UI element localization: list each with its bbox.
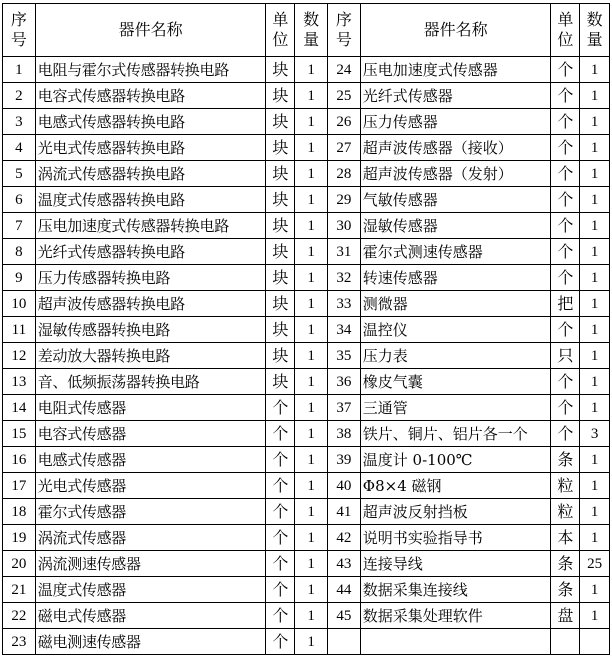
item-name-right: 超声波传感器（接收） [360, 135, 551, 161]
item-quantity-right: 1 [580, 187, 610, 213]
item-name-left: 涡流式传感器 [35, 525, 266, 551]
item-unit-left: 个 [266, 499, 295, 525]
item-number-left: 9 [3, 265, 36, 291]
header-name-left: 器件名称 [35, 4, 266, 57]
item-quantity-right: 1 [580, 57, 610, 83]
item-name-left: 涡流式传感器转换电路 [35, 161, 266, 187]
item-quantity-right: 1 [580, 265, 610, 291]
item-quantity-right: 1 [580, 343, 610, 369]
item-number-left: 20 [3, 551, 36, 577]
item-quantity-left: 1 [295, 187, 328, 213]
item-name-right: 转速传感器 [360, 265, 551, 291]
item-unit-right: 条 [551, 447, 580, 473]
item-unit-right: 个 [551, 317, 580, 343]
item-quantity-right: 1 [580, 395, 610, 421]
item-unit-left: 块 [266, 57, 295, 83]
table-row [3, 551, 610, 577]
item-quantity-right: 3 [580, 421, 610, 447]
item-number-left: 21 [3, 577, 36, 603]
item-unit-right: 个 [551, 395, 580, 421]
item-unit-right: 个 [551, 239, 580, 265]
item-name-right: 湿敏传感器 [360, 213, 551, 239]
item-quantity-left: 1 [295, 551, 328, 577]
item-quantity-right: 1 [580, 447, 610, 473]
item-number-left: 16 [3, 447, 36, 473]
item-unit-left: 块 [266, 369, 295, 395]
item-number-right: 44 [327, 577, 360, 603]
item-number-right: 34 [327, 317, 360, 343]
item-number-left: 23 [3, 629, 36, 655]
item-number-left: 14 [3, 395, 36, 421]
item-quantity-left: 1 [295, 317, 328, 343]
item-name-left: 涡流测速传感器 [35, 551, 266, 577]
item-number-left: 18 [3, 499, 36, 525]
item-unit-left: 个 [266, 551, 295, 577]
item-name-left: 超声波传感器转换电路 [35, 291, 266, 317]
item-quantity-right: 1 [580, 239, 610, 265]
item-quantity-left: 1 [295, 135, 328, 161]
item-number-right: 43 [327, 551, 360, 577]
item-name-left: 压电加速度式传感器转换电路 [35, 213, 266, 239]
item-name-left: 电感式传感器转换电路 [35, 109, 266, 135]
item-quantity-right: 1 [580, 525, 610, 551]
item-unit-left: 个 [266, 473, 295, 499]
item-unit-right: 粒 [551, 499, 580, 525]
item-unit-left: 个 [266, 603, 295, 629]
item-unit-right: 个 [551, 83, 580, 109]
item-unit-left: 块 [266, 265, 295, 291]
item-quantity-right: 25 [580, 551, 610, 577]
item-quantity-left: 1 [295, 265, 328, 291]
item-name-right: 气敏传感器 [360, 187, 551, 213]
item-unit-right: 条 [551, 577, 580, 603]
item-number-right: 26 [327, 109, 360, 135]
item-name-left: 电容式传感器 [35, 421, 266, 447]
item-quantity-left: 1 [295, 161, 328, 187]
item-quantity-right: 1 [580, 499, 610, 525]
item-unit-right: 个 [551, 369, 580, 395]
table-row [3, 135, 610, 161]
header-seq-right: 序号 [327, 4, 360, 57]
item-unit-left: 块 [266, 161, 295, 187]
item-quantity-right: 1 [580, 577, 610, 603]
item-number-right [327, 629, 360, 655]
item-number-right: 39 [327, 447, 360, 473]
item-unit-right: 本 [551, 525, 580, 551]
item-unit-right: 把 [551, 291, 580, 317]
item-number-right: 45 [327, 603, 360, 629]
item-number-right: 24 [327, 57, 360, 83]
item-unit-right: 只 [551, 343, 580, 369]
item-number-left: 10 [3, 291, 36, 317]
item-quantity-right: 1 [580, 109, 610, 135]
item-name-right: 超声波传感器（发射） [360, 161, 551, 187]
item-quantity-left: 1 [295, 213, 328, 239]
item-unit-right: 个 [551, 265, 580, 291]
item-number-right: 25 [327, 83, 360, 109]
item-quantity-left: 1 [295, 525, 328, 551]
item-number-right: 28 [327, 161, 360, 187]
item-number-right: 30 [327, 213, 360, 239]
item-quantity-right: 1 [580, 317, 610, 343]
table-row [3, 317, 610, 343]
item-quantity-right: 1 [580, 135, 610, 161]
item-quantity-right: 1 [580, 291, 610, 317]
item-name-left: 光电式传感器 [35, 473, 266, 499]
item-quantity-right: 1 [580, 213, 610, 239]
item-unit-left: 个 [266, 629, 295, 655]
item-number-left: 8 [3, 239, 36, 265]
item-name-right: 温控仪 [360, 317, 551, 343]
item-name-left: 光纤式传感器转换电路 [35, 239, 266, 265]
item-number-right: 38 [327, 421, 360, 447]
table-row [3, 239, 610, 265]
item-number-left: 17 [3, 473, 36, 499]
table-row [3, 395, 610, 421]
item-number-left: 1 [3, 57, 36, 83]
item-number-right: 40 [327, 473, 360, 499]
table-row [3, 265, 610, 291]
item-quantity-left: 1 [295, 395, 328, 421]
item-quantity-left: 1 [295, 499, 328, 525]
item-name-left: 光电式传感器转换电路 [35, 135, 266, 161]
table-row [3, 447, 610, 473]
item-number-left: 5 [3, 161, 36, 187]
item-unit-right: 个 [551, 187, 580, 213]
item-unit-left: 块 [266, 135, 295, 161]
item-name-right: 光纤式传感器 [360, 83, 551, 109]
item-quantity-left: 1 [295, 83, 328, 109]
item-name-left: 湿敏传感器转换电路 [35, 317, 266, 343]
item-name-right: 三通管 [360, 395, 551, 421]
table-row [3, 57, 610, 83]
table-row [3, 473, 610, 499]
item-name-left: 磁电式传感器 [35, 603, 266, 629]
table-row [3, 577, 610, 603]
item-unit-left: 块 [266, 109, 295, 135]
item-name-left: 电阻与霍尔式传感器转换电路 [35, 57, 266, 83]
item-unit-right: 个 [551, 421, 580, 447]
item-name-right: 超声波反射挡板 [360, 499, 551, 525]
item-quantity-left: 1 [295, 291, 328, 317]
header-row [3, 4, 610, 57]
item-quantity-left: 1 [295, 239, 328, 265]
item-name-left: 磁电测速传感器 [35, 629, 266, 655]
item-name-left: 差动放大器转换电路 [35, 343, 266, 369]
item-unit-right: 个 [551, 161, 580, 187]
item-name-left: 电容式传感器转换电路 [35, 83, 266, 109]
item-number-right: 27 [327, 135, 360, 161]
table-row [3, 187, 610, 213]
item-name-left: 电阻式传感器 [35, 395, 266, 421]
item-name-left: 温度式传感器转换电路 [35, 187, 266, 213]
item-name-right: 数据采集处理软件 [360, 603, 551, 629]
item-number-right: 33 [327, 291, 360, 317]
item-number-left: 13 [3, 369, 36, 395]
header-unit-left: 单位 [266, 4, 295, 57]
item-number-right: 37 [327, 395, 360, 421]
item-quantity-right: 1 [580, 161, 610, 187]
item-name-right: 橡皮气囊 [360, 369, 551, 395]
item-quantity-left: 1 [295, 603, 328, 629]
item-name-right: 霍尔式测速传感器 [360, 239, 551, 265]
item-unit-right: 个 [551, 57, 580, 83]
item-number-left: 11 [3, 317, 36, 343]
item-unit-left: 块 [266, 343, 295, 369]
item-unit-left: 块 [266, 213, 295, 239]
item-quantity-left: 1 [295, 421, 328, 447]
item-name-right: 压电加速度式传感器 [360, 57, 551, 83]
table-row [3, 213, 610, 239]
item-name-right: Φ8×4 磁钢 [360, 473, 551, 499]
item-quantity-left: 1 [295, 369, 328, 395]
table-row [3, 369, 610, 395]
item-quantity-left: 1 [295, 577, 328, 603]
item-name-right: 压力表 [360, 343, 551, 369]
item-name-right: 测微器 [360, 291, 551, 317]
item-unit-right [551, 629, 580, 655]
component-list-table [2, 3, 610, 655]
table-body [3, 57, 610, 655]
item-name-right [360, 629, 551, 655]
item-quantity-right: 1 [580, 473, 610, 499]
item-quantity-left: 1 [295, 447, 328, 473]
item-number-left: 2 [3, 83, 36, 109]
table-row [3, 161, 610, 187]
item-unit-left: 块 [266, 291, 295, 317]
item-unit-right: 个 [551, 109, 580, 135]
table-row [3, 421, 610, 447]
item-quantity-left: 1 [295, 629, 328, 655]
item-unit-left: 块 [266, 187, 295, 213]
item-name-left: 音、低频振荡器转换电路 [35, 369, 266, 395]
item-quantity-left: 1 [295, 473, 328, 499]
item-name-left: 霍尔式传感器 [35, 499, 266, 525]
header-qty-right: 数量 [580, 4, 610, 57]
table-row [3, 83, 610, 109]
item-name-right: 压力传感器 [360, 109, 551, 135]
item-quantity-left: 1 [295, 343, 328, 369]
item-unit-left: 个 [266, 395, 295, 421]
item-name-left: 电感式传感器 [35, 447, 266, 473]
item-number-right: 42 [327, 525, 360, 551]
item-quantity-left: 1 [295, 57, 328, 83]
item-unit-right: 个 [551, 135, 580, 161]
item-quantity-left: 1 [295, 109, 328, 135]
item-number-right: 41 [327, 499, 360, 525]
table-row [3, 109, 610, 135]
item-name-right: 温度计 0-100℃ [360, 447, 551, 473]
item-number-right: 29 [327, 187, 360, 213]
item-number-left: 3 [3, 109, 36, 135]
item-number-left: 22 [3, 603, 36, 629]
item-number-left: 7 [3, 213, 36, 239]
item-number-right: 35 [327, 343, 360, 369]
item-number-left: 6 [3, 187, 36, 213]
item-number-right: 31 [327, 239, 360, 265]
item-unit-left: 个 [266, 525, 295, 551]
item-quantity-right: 1 [580, 603, 610, 629]
header-name-right: 器件名称 [360, 4, 551, 57]
item-number-left: 12 [3, 343, 36, 369]
table-row [3, 603, 610, 629]
item-unit-left: 块 [266, 83, 295, 109]
item-name-right: 铁片、铜片、铝片各一个 [360, 421, 551, 447]
table-row [3, 629, 610, 655]
item-unit-left: 块 [266, 239, 295, 265]
header-seq-left: 序号 [3, 4, 36, 57]
item-number-right: 36 [327, 369, 360, 395]
item-number-left: 4 [3, 135, 36, 161]
item-unit-right: 个 [551, 213, 580, 239]
item-quantity-right: 1 [580, 83, 610, 109]
item-unit-right: 条 [551, 551, 580, 577]
item-unit-left: 个 [266, 577, 295, 603]
item-unit-right: 盘 [551, 603, 580, 629]
item-name-right: 数据采集连接线 [360, 577, 551, 603]
item-number-left: 19 [3, 525, 36, 551]
item-name-left: 温度式传感器 [35, 577, 266, 603]
table-row [3, 343, 610, 369]
header-unit-right: 单位 [551, 4, 580, 57]
table-row [3, 291, 610, 317]
header-qty-left: 数量 [295, 4, 328, 57]
item-unit-left: 个 [266, 447, 295, 473]
item-unit-left: 个 [266, 421, 295, 447]
table-row [3, 525, 610, 551]
item-name-right: 说明书实验指导书 [360, 525, 551, 551]
item-number-left: 15 [3, 421, 36, 447]
item-quantity-right [580, 629, 610, 655]
item-unit-right: 粒 [551, 473, 580, 499]
item-name-left: 压力传感器转换电路 [35, 265, 266, 291]
item-unit-left: 块 [266, 317, 295, 343]
table-row [3, 499, 610, 525]
item-number-right: 32 [327, 265, 360, 291]
item-name-right: 连接导线 [360, 551, 551, 577]
item-quantity-right: 1 [580, 369, 610, 395]
